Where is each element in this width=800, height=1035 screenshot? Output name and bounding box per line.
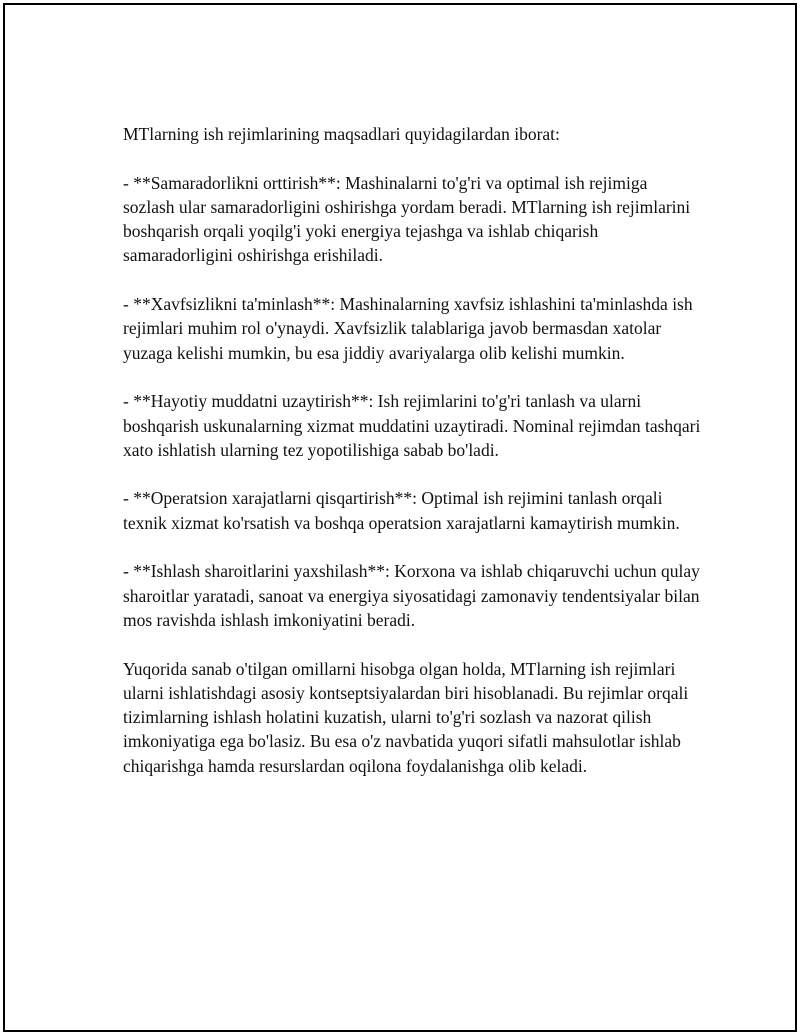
list-item-lifetime: - **Hayotiy muddatni uzaytirish**: Ish rejimlarini to'g'ri tanlash va ularni boshqarish uskunalarning xizmat muddatini uzaytiradi. Nominal rejimdan tashqari xato ishlatish ularning tez yopotilishiga sabab bo'ladi. [123,391,701,460]
intro-paragraph: MTlarning ish rejimlarining maqsadlari quyidagilardan iborat: [123,124,560,144]
list-item-efficiency: - **Samaradorlikni orttirish**: Mashinalarni to'g'ri va optimal ish rejimiga sozlash ular samaradorligini oshirishga yordam beradi. MTlarning ish rejimlarini boshqarish orqali yoqilg'i yoki energiya tejashga va ishlab chiqarish samaradorligini oshirishga erishiladi. [123,172,691,266]
conclusion-paragraph: Yuqorida sanab o'tilgan omillarni hisobga olgan holda, MTlarning ish rejimlari ularni ishlatishdagi asosiy kontseptsiyalardan biri hisoblanadi. Bu rejimlar orqali tizimlarning ishlash holatini kuzatish, ularni to'g'ri sozlash va nazorat qilish imkoniyatiga ega bo'lasiz. Bu esa o'z navbatida yuqori sifatli mahsulotlar ishlab chiqarishga hamda resurslardan oqilona foydalanishga olib keladi. [123,658,689,776]
document-body [123,122,703,802]
list-item-costs: - **Operatsion xarajatlarni qisqartirish**: Optimal ish rejimini tanlash orqali texnik xizmat ko'rsatish va boshqa operatsion xarajatlarni kamaytirish mumkin. [123,488,680,533]
page-frame [3,3,797,1032]
list-item-conditions: - **Ishlash sharoitlarini yaxshilash**: Korxona va ishlab chiqaruvchi uchun qulay sharoitlar yaratadi, sanoat va energiya siyosatidagi zamonaviy tendentsiyalar bilan mos ravishda ishlash imkoniyatini beradi. [123,561,700,630]
list-item-safety: - **Xavfsizlikni ta'minlash**: Mashinalarning xavfsiz ishlashini ta'minlashda ish rejimlari muhim rol o'ynaydi. Xavfsizlik talablariga javob bermasdan xatolar yuzaga kelishi mumkin, bu esa jiddiy avariyalarga olib kelishi mumkin. [123,294,693,363]
